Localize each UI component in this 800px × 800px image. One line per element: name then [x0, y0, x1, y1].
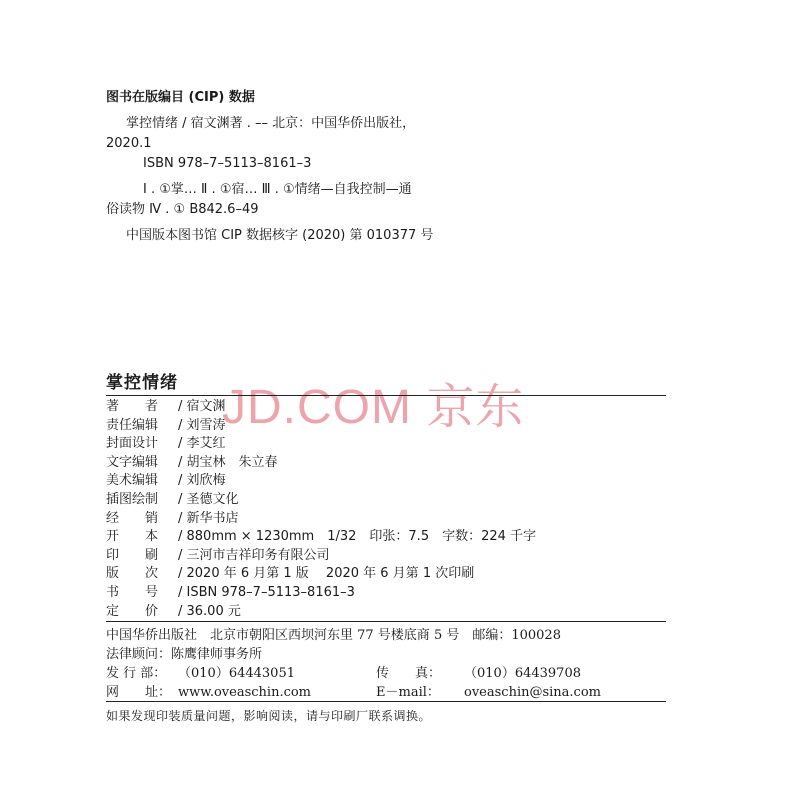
credit-label: 开 本	[106, 529, 159, 545]
publisher-address: 中国华侨出版社 北京市朝阳区西坝河东里 77 号楼底商 5 号 邮编：100028	[106, 628, 561, 643]
publisher-block	[106, 626, 601, 702]
credit-label: 文字编辑	[106, 454, 159, 470]
credit-label: 印 刷	[106, 547, 159, 563]
credit-row	[106, 491, 536, 510]
quality-notice: 如果发现印装质量问题，影响阅读，请与印刷厂联系调换。	[106, 709, 432, 723]
credit-row	[106, 435, 536, 454]
credit-value: / 李艾红	[178, 436, 226, 452]
credit-row	[106, 510, 536, 529]
website-value: www.oveaschin.com	[178, 685, 312, 700]
credit-value: / 2020 年 6 月第 1 版 2020 年 6 月第 1 次印刷	[178, 566, 475, 582]
credit-row	[106, 547, 536, 566]
fax-label: 传 真：	[376, 666, 442, 681]
credit-value: / 宿文渊	[178, 399, 226, 414]
website-label: 网 址：	[106, 685, 172, 700]
cip-line-classification: Ⅰ . ①掌… Ⅱ . ①宿… Ⅲ . ①情绪—自我控制—通	[143, 182, 412, 197]
sales-dept-phone: （010）64443051	[178, 666, 295, 681]
credit-value: / 三河市吉祥印务有限公司	[178, 547, 330, 563]
phone-fax-row	[106, 664, 601, 683]
credit-value: / ISBN 978–7–5113–8161–3	[178, 584, 355, 600]
cip-line-record: 中国版本图书馆 CIP 数据核字 (2020) 第 010377 号	[126, 228, 434, 243]
fax-value: （010）64439708	[464, 666, 581, 681]
credit-row	[106, 528, 536, 547]
credit-value: / 刘雪涛	[178, 417, 226, 433]
credit-row	[106, 584, 536, 603]
credit-value: / 胡宝林 朱立春	[178, 454, 278, 470]
divider-bottom	[106, 701, 666, 702]
credit-label: 定 价	[106, 603, 159, 619]
book-title: 掌控情绪	[106, 373, 178, 393]
cip-line-isbn: ISBN 978–7–5113–8161–3	[143, 156, 312, 171]
credits-list	[106, 398, 536, 621]
divider-middle	[106, 621, 666, 622]
sales-dept-label: 发 行 部：	[106, 666, 167, 681]
email-label: E－mail：	[376, 685, 440, 700]
credit-row	[106, 565, 536, 584]
cip-line-classification-cont: 俗读物 Ⅳ . ① B842.6–49	[106, 202, 259, 217]
credit-row	[106, 454, 536, 473]
legal-advisor-value: 陈鹰律师事务所	[171, 647, 263, 662]
credit-label: 著 者	[106, 399, 159, 414]
credit-row	[106, 398, 536, 417]
credit-label: 封面设计	[106, 436, 159, 452]
cip-heading: 图书在版编目 (CIP) 数据	[106, 90, 255, 105]
credit-label: 经 销	[106, 510, 159, 526]
divider-top	[106, 395, 666, 396]
credit-value: / 刘欣梅	[178, 473, 226, 489]
credit-label: 插图绘制	[106, 491, 159, 507]
credit-value: / 圣德文化	[178, 491, 239, 507]
web-email-row	[106, 683, 601, 702]
credit-label: 美术编辑	[106, 473, 159, 489]
credit-label: 版 次	[106, 566, 159, 582]
credit-row	[106, 417, 536, 436]
credit-row	[106, 472, 536, 491]
credit-row	[106, 603, 536, 622]
credit-label: 书 号	[106, 584, 159, 600]
credit-value: / 36.00 元	[178, 603, 241, 619]
legal-advisor-row	[106, 645, 601, 664]
email-value: oveaschin@sina.com	[464, 685, 601, 700]
legal-advisor-label: 法律顾问：	[106, 647, 172, 662]
cip-line-date: 2020.1	[106, 136, 152, 151]
credit-value: / 880mm × 1230mm 1/32 印张：7.5 字数：224 千字	[178, 529, 537, 545]
cip-line-title: 掌控情绪 / 宿文渊著 . –– 北京：中国华侨出版社，	[126, 116, 416, 131]
credit-value: / 新华书店	[178, 510, 239, 526]
credit-label: 责任编辑	[106, 417, 159, 433]
cip-block	[106, 88, 706, 246]
jd-watermark: JD.COM 京东	[222, 381, 525, 434]
